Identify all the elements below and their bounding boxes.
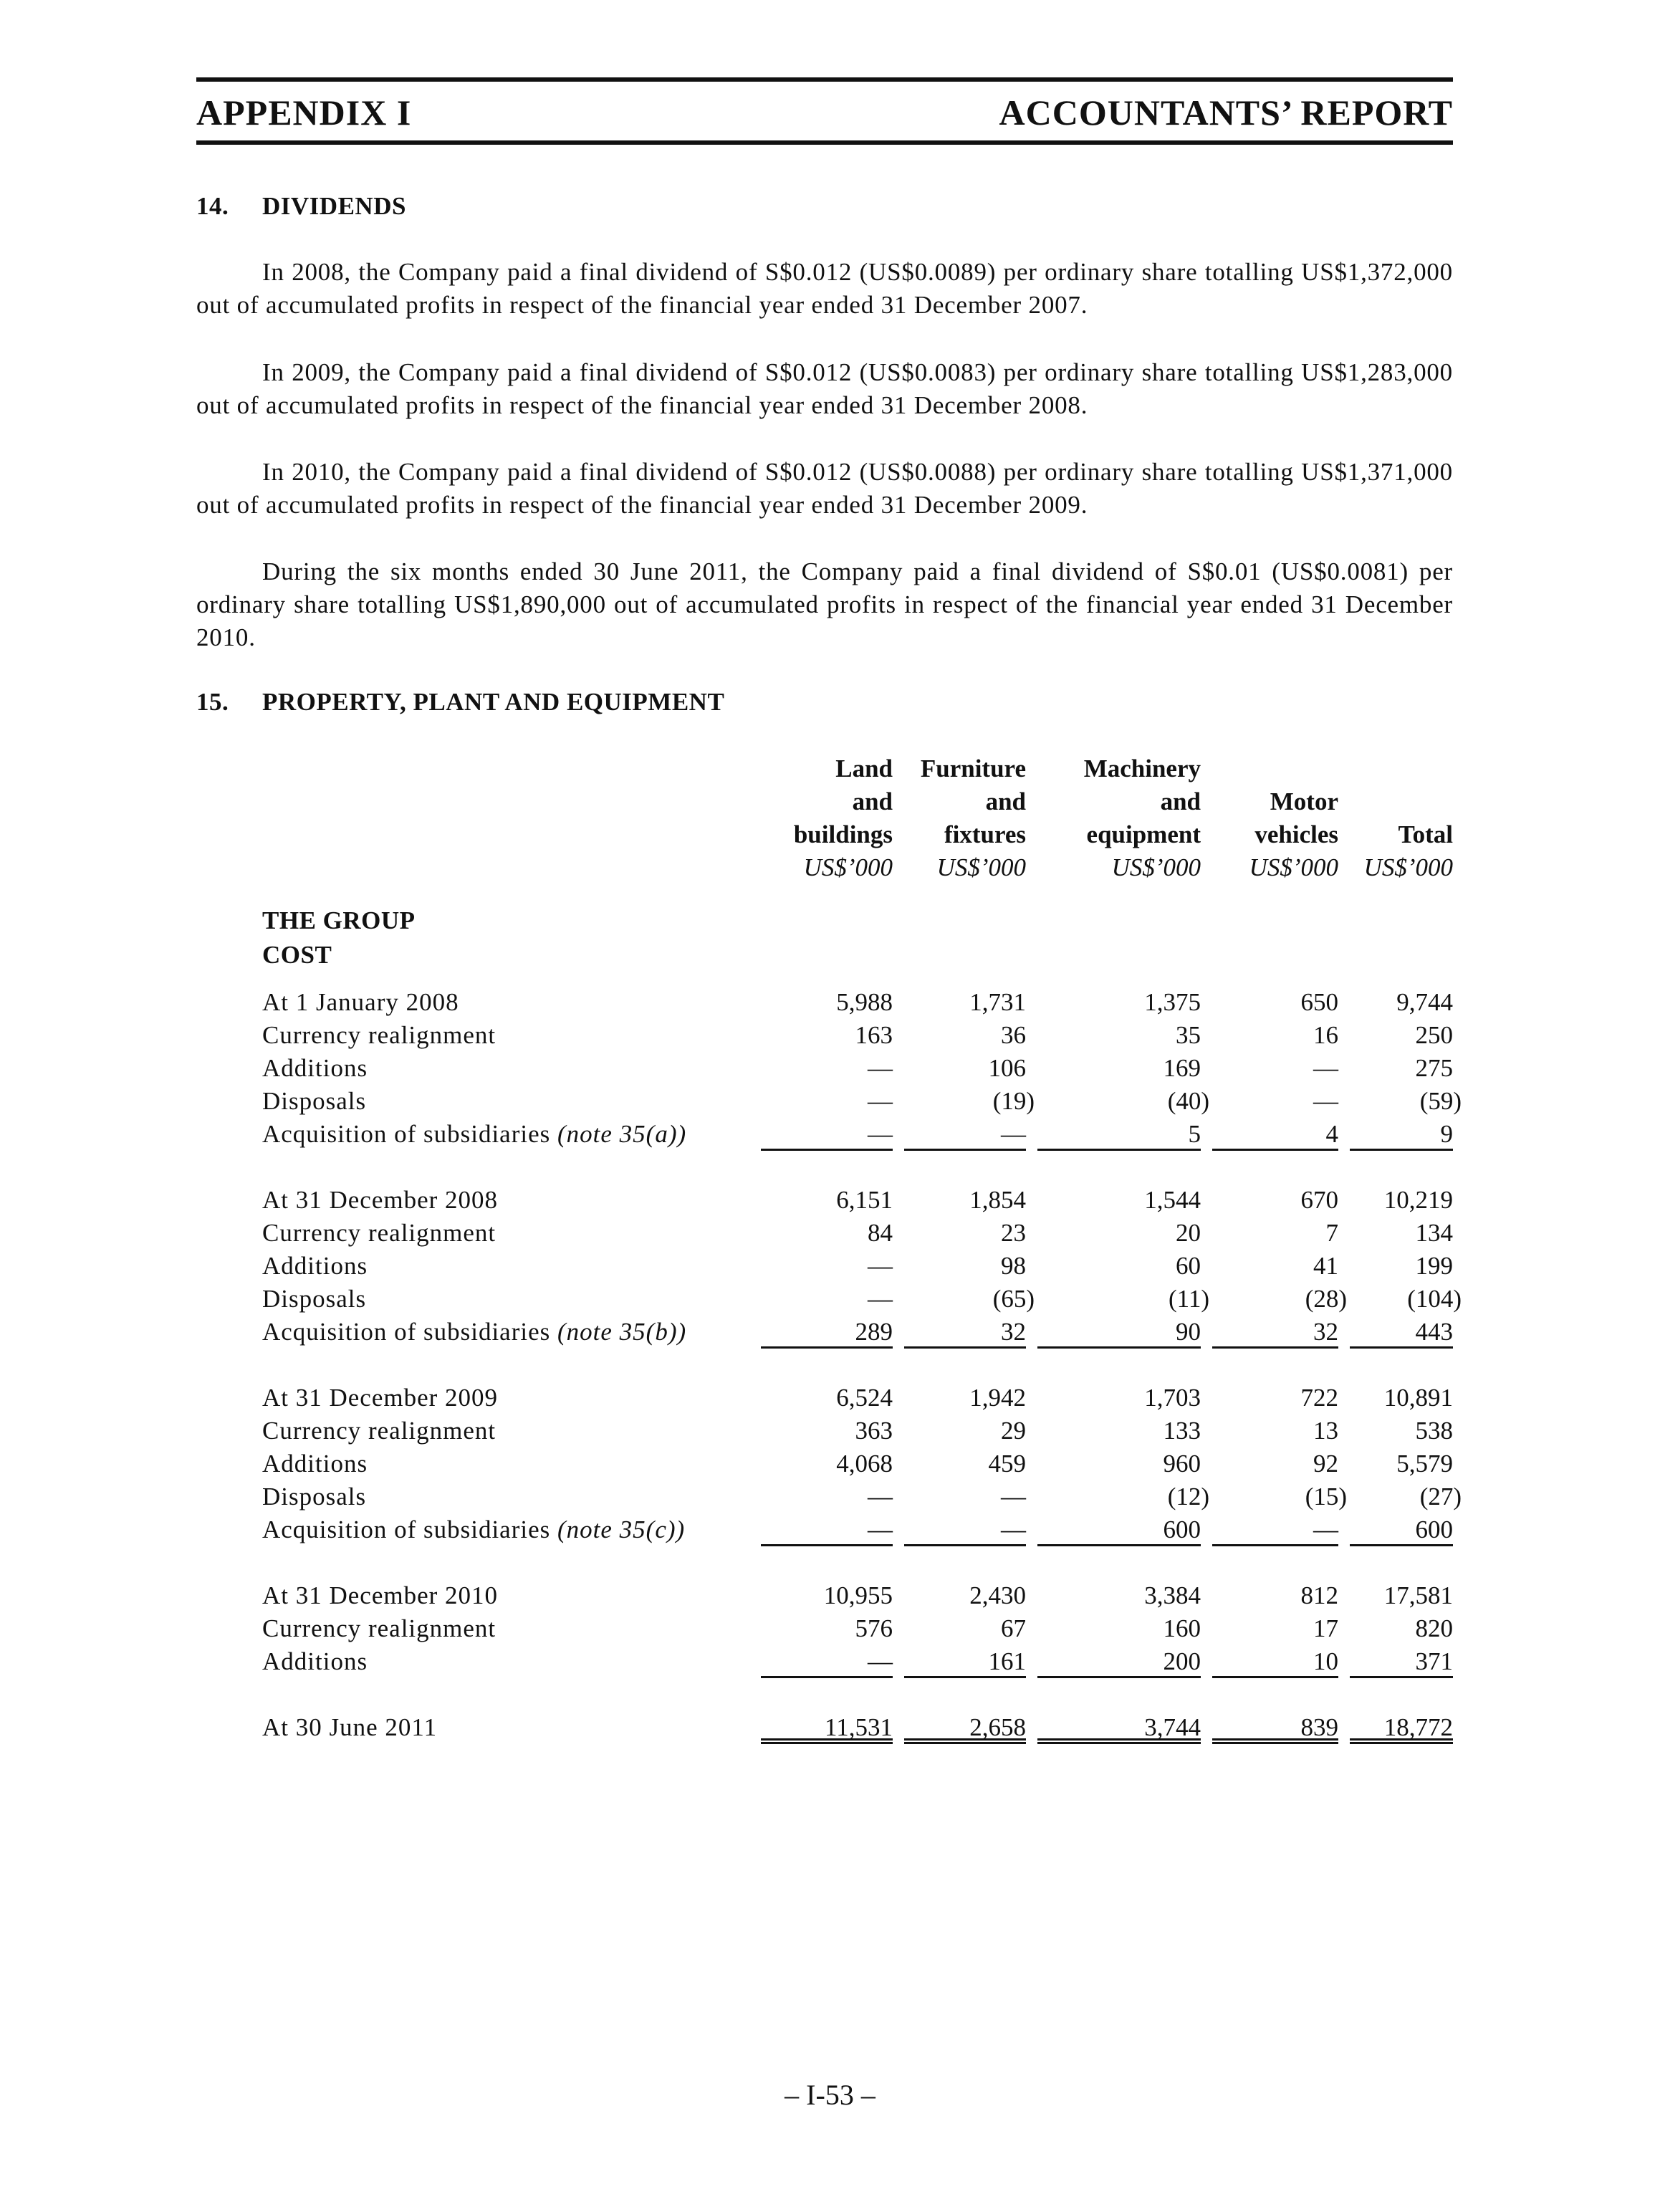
column-header-text: equipment bbox=[1086, 820, 1201, 848]
table-cell: — bbox=[868, 1252, 893, 1280]
table-cell: 839 bbox=[1212, 1711, 1338, 1744]
dividend-paragraph: In 2010, the Company paid a final dividend of S$0.012 (US$0.0088) per ordinary share totalling US$1,371,000 out of accumulated profits in respect of the financial year ended 31 December 2009. bbox=[196, 458, 1453, 519]
row-label bbox=[262, 1052, 368, 1085]
table-cell: 7 bbox=[1325, 1219, 1338, 1247]
table-cell: 289 bbox=[761, 1316, 893, 1349]
table-cell: (12) bbox=[1167, 1483, 1209, 1510]
table-row bbox=[262, 1612, 1453, 1645]
section-14-heading bbox=[196, 192, 406, 221]
column-header-text: Machinery bbox=[1083, 755, 1201, 782]
row-label-text: Currency realignment bbox=[262, 1021, 496, 1049]
table-cell: — bbox=[761, 1513, 893, 1546]
row-label bbox=[262, 1250, 368, 1283]
table-cell: 67 bbox=[1001, 1614, 1026, 1642]
table-row bbox=[262, 1513, 1453, 1546]
row-label bbox=[262, 1480, 366, 1513]
row-label bbox=[262, 1118, 686, 1151]
table-cell: 16 bbox=[1313, 1021, 1338, 1049]
column-header-text: Furniture bbox=[920, 755, 1026, 782]
table-cell: 5,988 bbox=[836, 988, 893, 1016]
table-cell: 275 bbox=[1415, 1054, 1453, 1082]
table-cell: 18,772 bbox=[1350, 1711, 1453, 1744]
table-cell: 200 bbox=[1037, 1645, 1201, 1678]
table-cell: 1,375 bbox=[1144, 988, 1201, 1016]
table-cell: (27) bbox=[1419, 1483, 1462, 1510]
row-label bbox=[262, 1414, 496, 1447]
row-label bbox=[262, 1217, 496, 1250]
column-header-text: Land bbox=[835, 755, 893, 782]
table-cell: 29 bbox=[1001, 1417, 1026, 1445]
table-row bbox=[262, 1480, 1462, 1513]
row-label bbox=[262, 1316, 686, 1349]
column-header-text: vehicles bbox=[1254, 820, 1338, 848]
table-row bbox=[262, 1184, 1453, 1217]
row-label bbox=[262, 1382, 498, 1414]
row-label-text: Currency realignment bbox=[262, 1614, 496, 1642]
table-cell: 90 bbox=[1037, 1316, 1201, 1349]
row-label bbox=[262, 1085, 366, 1118]
table-cell: 163 bbox=[855, 1021, 893, 1049]
table-row bbox=[262, 1118, 1453, 1151]
row-label-text: At 30 June 2011 bbox=[262, 1713, 438, 1741]
table-cell: 1,854 bbox=[969, 1186, 1026, 1214]
row-label-text: Disposals bbox=[262, 1483, 367, 1510]
table-cell: 722 bbox=[1300, 1384, 1338, 1412]
table-cell: — bbox=[868, 1054, 893, 1082]
row-label bbox=[262, 1513, 685, 1546]
row-label-text: Additions bbox=[262, 1054, 368, 1082]
row-label-text: Additions bbox=[262, 1647, 368, 1675]
section-title: PROPERTY, PLANT AND EQUIPMENT bbox=[262, 688, 725, 716]
table-cell: 3,384 bbox=[1144, 1581, 1201, 1609]
row-label-text: Additions bbox=[262, 1450, 368, 1478]
table-cell: 36 bbox=[1001, 1021, 1026, 1049]
table-cell: (19) bbox=[992, 1087, 1035, 1115]
table-cell: 820 bbox=[1415, 1614, 1453, 1642]
column-header-text: and bbox=[1160, 787, 1201, 815]
row-label bbox=[262, 1184, 498, 1217]
row-label-text: Acquisition of subsidiaries bbox=[262, 1516, 551, 1543]
table-row bbox=[262, 1382, 1453, 1414]
table-cell: (15) bbox=[1305, 1483, 1347, 1510]
table-cell: (104) bbox=[1407, 1285, 1462, 1313]
table-cell: 41 bbox=[1313, 1252, 1338, 1280]
table-cell: 13 bbox=[1313, 1417, 1338, 1445]
row-label-text: Disposals bbox=[262, 1087, 367, 1115]
table-cell: 670 bbox=[1300, 1186, 1338, 1214]
table-cell: 6,524 bbox=[836, 1384, 893, 1412]
table-cell: 98 bbox=[1001, 1252, 1026, 1280]
table-cell: 20 bbox=[1176, 1219, 1201, 1247]
table-cell: 5 bbox=[1037, 1118, 1201, 1151]
table-cell: 84 bbox=[868, 1219, 893, 1247]
row-label bbox=[262, 1612, 496, 1645]
table-cell: — bbox=[904, 1513, 1026, 1546]
table-cell: 1,544 bbox=[1144, 1186, 1201, 1214]
table-cell: 169 bbox=[1163, 1054, 1201, 1082]
table-cell: 812 bbox=[1300, 1581, 1338, 1609]
row-label bbox=[262, 1579, 498, 1612]
dividend-paragraph: In 2008, the Company paid a final dividend of S$0.012 (US$0.0089) per ordinary share totalling US$1,372,000 out of accumulated profits in respect of the financial year ended 31 December 2007. bbox=[196, 258, 1453, 319]
table-row bbox=[262, 1316, 1453, 1349]
table-cell: — bbox=[1001, 1483, 1026, 1510]
table-cell: 106 bbox=[988, 1054, 1026, 1082]
report-title: ACCOUNTANTS’ REPORT bbox=[999, 92, 1453, 133]
table-cell: 363 bbox=[855, 1417, 893, 1445]
column-header-text: Total bbox=[1398, 820, 1453, 848]
section-title: DIVIDENDS bbox=[262, 192, 406, 220]
column-header-text: fixtures bbox=[944, 820, 1026, 848]
row-label: THE GROUP bbox=[262, 906, 416, 934]
table-cell: 2,430 bbox=[969, 1581, 1026, 1609]
table-cell: 32 bbox=[1212, 1316, 1338, 1349]
table-cell: 538 bbox=[1415, 1417, 1453, 1445]
row-note: (note 35(c)) bbox=[550, 1516, 686, 1543]
table-row bbox=[262, 1217, 1453, 1250]
table-cell: 443 bbox=[1350, 1316, 1453, 1349]
column-unit: US$’000 bbox=[936, 853, 1026, 881]
table-cell: 11,531 bbox=[761, 1711, 893, 1744]
table-cell: 4,068 bbox=[836, 1450, 893, 1478]
table-row bbox=[262, 986, 1453, 1019]
table-cell: 1,703 bbox=[1144, 1384, 1201, 1412]
table-cell: 92 bbox=[1313, 1450, 1338, 1478]
column-unit: US$’000 bbox=[1111, 853, 1201, 881]
row-label bbox=[262, 1019, 496, 1052]
row-label bbox=[262, 1447, 368, 1480]
appendix-label: APPENDIX I bbox=[196, 92, 412, 133]
table-cell: 650 bbox=[1300, 988, 1338, 1016]
table-cell: 5,579 bbox=[1396, 1450, 1453, 1478]
dividend-paragraph: In 2009, the Company paid a final dividend of S$0.012 (US$0.0083) per ordinary share totalling US$1,283,000 out of accumulated profits in respect of the financial year ended 31 December 2008. bbox=[196, 358, 1453, 419]
table-cell: 199 bbox=[1415, 1252, 1453, 1280]
table-row bbox=[262, 1645, 1453, 1678]
table-cell: 10,219 bbox=[1383, 1186, 1453, 1214]
row-note: (note 35(a)) bbox=[550, 1120, 687, 1148]
table-cell: (59) bbox=[1419, 1087, 1462, 1115]
row-label-text: Currency realignment bbox=[262, 1219, 496, 1247]
table-cell: 4 bbox=[1212, 1118, 1338, 1151]
table-cell: — bbox=[904, 1118, 1026, 1151]
table-cell: 3,744 bbox=[1037, 1711, 1201, 1744]
table-cell: — bbox=[761, 1118, 893, 1151]
row-label-text: At 31 December 2010 bbox=[262, 1581, 499, 1609]
section-number: 15. bbox=[196, 688, 229, 716]
table-cell: 60 bbox=[1176, 1252, 1201, 1280]
column-header-text: and bbox=[852, 787, 893, 815]
table-row bbox=[262, 1447, 1453, 1480]
table-cell: 960 bbox=[1163, 1450, 1201, 1478]
table-cell: 371 bbox=[1350, 1645, 1453, 1678]
row-label-text: At 1 January 2008 bbox=[262, 988, 459, 1016]
table-row bbox=[262, 1579, 1453, 1612]
table-cell: 250 bbox=[1415, 1021, 1453, 1049]
table-cell: 10,955 bbox=[823, 1581, 893, 1609]
row-label bbox=[262, 986, 459, 1019]
table-cell: 32 bbox=[904, 1316, 1026, 1349]
table-cell: 600 bbox=[1350, 1513, 1453, 1546]
table-cell: 23 bbox=[1001, 1219, 1026, 1247]
table-row bbox=[262, 1085, 1462, 1118]
row-label: COST bbox=[262, 941, 332, 969]
table-cell: 1,731 bbox=[969, 988, 1026, 1016]
row-label bbox=[262, 1645, 368, 1678]
section-number: 14. bbox=[196, 192, 229, 220]
table-cell: 2,658 bbox=[904, 1711, 1026, 1744]
table-cell: — bbox=[1313, 1054, 1338, 1082]
row-label-text: Acquisition of subsidiaries bbox=[262, 1318, 551, 1346]
table-cell: 6,151 bbox=[836, 1186, 893, 1214]
table-cell: (40) bbox=[1167, 1087, 1209, 1115]
table-cell: — bbox=[868, 1087, 893, 1115]
table-cell: 161 bbox=[904, 1645, 1026, 1678]
row-label-text: At 31 December 2008 bbox=[262, 1186, 499, 1214]
table-cell: 133 bbox=[1163, 1417, 1201, 1445]
table-group-label bbox=[262, 904, 1453, 937]
table-cell: 9,744 bbox=[1396, 988, 1453, 1016]
table-cell: (65) bbox=[992, 1285, 1035, 1313]
table-cell: 134 bbox=[1415, 1219, 1453, 1247]
table-cell: 17,581 bbox=[1383, 1581, 1453, 1609]
table-cell: — bbox=[1313, 1087, 1338, 1115]
table-cell: — bbox=[868, 1285, 893, 1313]
column-header-text: buildings bbox=[793, 820, 893, 848]
section-15-heading bbox=[196, 688, 724, 717]
column-unit: US$’000 bbox=[1363, 853, 1453, 881]
table-cell: (28) bbox=[1305, 1285, 1347, 1313]
table-cell: — bbox=[761, 1645, 893, 1678]
table-row bbox=[262, 1250, 1453, 1283]
page-header bbox=[196, 77, 1453, 145]
row-label bbox=[262, 1711, 437, 1744]
table-cell: 576 bbox=[855, 1614, 893, 1642]
table-cell: 35 bbox=[1176, 1021, 1201, 1049]
table-group-label bbox=[262, 939, 1453, 972]
row-label-text: Currency realignment bbox=[262, 1417, 496, 1445]
page-number: – I-53 – bbox=[785, 2079, 875, 2111]
row-label bbox=[262, 1283, 366, 1316]
table-row bbox=[262, 1283, 1462, 1316]
row-label-text: At 31 December 2009 bbox=[262, 1384, 499, 1412]
column-header-text: and bbox=[985, 787, 1026, 815]
table-cell: — bbox=[1212, 1513, 1338, 1546]
table-cell: (11) bbox=[1168, 1285, 1209, 1313]
column-unit: US$’000 bbox=[1249, 853, 1338, 881]
row-note: (note 35(b)) bbox=[550, 1318, 687, 1346]
table-row bbox=[262, 1414, 1453, 1447]
table-cell: 600 bbox=[1037, 1513, 1201, 1546]
row-label-text: Acquisition of subsidiaries bbox=[262, 1120, 551, 1148]
table-cell: 9 bbox=[1350, 1118, 1453, 1151]
table-cell: 10 bbox=[1212, 1645, 1338, 1678]
table-cell: 17 bbox=[1313, 1614, 1338, 1642]
table-cell: 459 bbox=[988, 1450, 1026, 1478]
row-label-text: Additions bbox=[262, 1252, 368, 1280]
column-unit: US$’000 bbox=[803, 853, 893, 881]
column-header-text: Motor bbox=[1270, 787, 1338, 815]
table-row bbox=[262, 1019, 1453, 1052]
table-row bbox=[262, 1052, 1453, 1085]
table-cell: 10,891 bbox=[1383, 1384, 1453, 1412]
dividend-paragraph: During the six months ended 30 June 2011, the Company paid a final dividend of S$0.01 (US$0.0081) per ordinary share totalling US$1,890,000 out of accumulated profits in respect of the financial year ended 31 December 2010. bbox=[196, 557, 1453, 651]
table-cell: — bbox=[868, 1483, 893, 1510]
table-cell: 160 bbox=[1163, 1614, 1201, 1642]
table-cell: 1,942 bbox=[969, 1384, 1026, 1412]
row-label-text: Disposals bbox=[262, 1285, 367, 1313]
table-row bbox=[262, 1711, 1453, 1744]
